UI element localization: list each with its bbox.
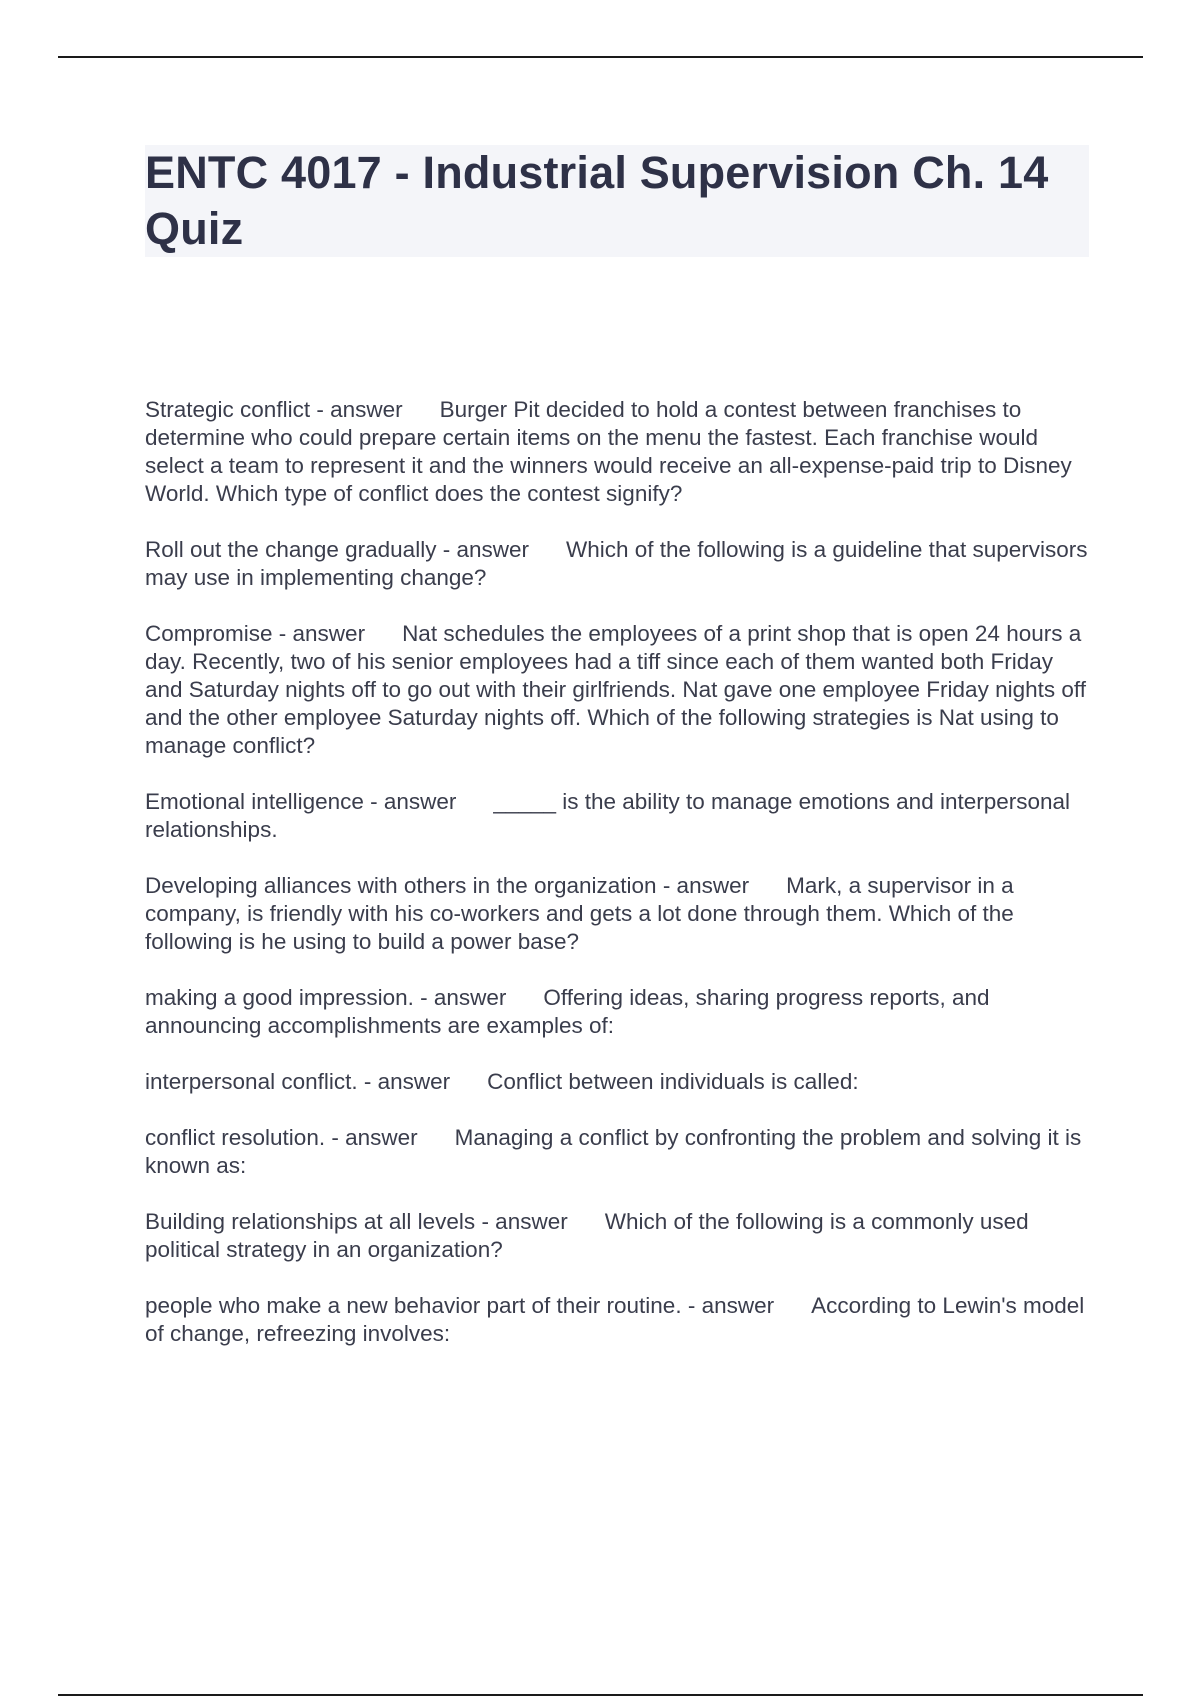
qa-separator: - answer: [656, 873, 750, 898]
qa-question: Conflict between individuals is called:: [487, 1069, 859, 1094]
top-rule: [58, 56, 1143, 58]
qa-item: [145, 1124, 1095, 1180]
bottom-rule: [58, 1694, 1143, 1696]
qa-answer: interpersonal conflict.: [145, 1069, 358, 1094]
qa-question: Managing a conflict by confronting the problem and solving it is known as:: [145, 1125, 1082, 1178]
qa-separator: - answer: [272, 621, 366, 646]
qa-answer: Building relationships at all levels: [145, 1209, 476, 1234]
qa-item: [145, 1068, 1095, 1096]
qa-separator: - answer: [357, 1069, 451, 1094]
qa-answer: Emotional intelligence: [145, 789, 364, 814]
qa-answer: Roll out the change gradually: [145, 537, 437, 562]
qa-item: [145, 396, 1095, 508]
qa-answer: conflict resolution.: [145, 1125, 326, 1150]
qa-separator: - answer: [310, 397, 403, 422]
qa-question: Which of the following is a guideline that supervisors may use in implementing change?: [145, 537, 1088, 590]
qa-answer: Compromise: [145, 621, 273, 646]
qa-separator: - answer: [436, 537, 529, 562]
qa-separator: - answer: [363, 789, 457, 814]
qa-separator: - answer: [413, 985, 507, 1010]
qa-question: Which of the following is a commonly used political strategy in an organization?: [145, 1209, 1029, 1262]
qa-question: According to Lewin's model of change, refreezing involves:: [145, 1293, 1085, 1346]
qa-item: [145, 788, 1095, 844]
qa-item: [145, 1292, 1095, 1348]
qa-item: [145, 872, 1095, 956]
qa-item: [145, 984, 1095, 1040]
qa-answer: making a good impression.: [145, 985, 414, 1010]
page-title: ENTC 4017 - Industrial Supervision Ch. 14 Quiz: [145, 147, 1049, 254]
title-block: [145, 145, 1089, 257]
qa-question: Offering ideas, sharing progress reports, and announcing accomplishments are examples of:: [145, 985, 990, 1038]
qa-question: Burger Pit decided to hold a contest between franchises to determine who could prepare certain items on the menu the fastest. Each franchise would select a team to represent it and the winners would receive an all-expense-paid trip to Disney World. Which type of conflict does the contest signify?: [145, 397, 1072, 506]
qa-item: [145, 536, 1095, 592]
qa-answer: Strategic conflict: [145, 397, 311, 422]
qa-question: _____ is the ability to manage emotions and interpersonal relationships.: [145, 789, 1071, 842]
qa-answer: Developing alliances with others in the organization: [145, 873, 657, 898]
qa-question: Nat schedules the employees of a print shop that is open 24 hours a day. Recently, two of his senior employees had a tiff since each of them wanted both Friday and Saturday nights off to go out with their girlfriends. Nat gave one employee Friday nights off and the other employee Saturday nights off. Which of the following strategies is Nat using to manage conflict?: [145, 621, 1086, 758]
qa-separator: - answer: [325, 1125, 418, 1150]
qa-item: [145, 620, 1095, 760]
qa-question: Mark, a supervisor in a company, is friendly with his co-workers and gets a lot done through them. Which of the following is he using to build a power base?: [145, 873, 1014, 954]
qa-item: [145, 1208, 1095, 1264]
qa-list: [145, 396, 1095, 1376]
qa-separator: - answer: [681, 1293, 775, 1318]
qa-answer: people who make a new behavior part of their routine.: [145, 1293, 682, 1318]
qa-separator: - answer: [475, 1209, 568, 1234]
